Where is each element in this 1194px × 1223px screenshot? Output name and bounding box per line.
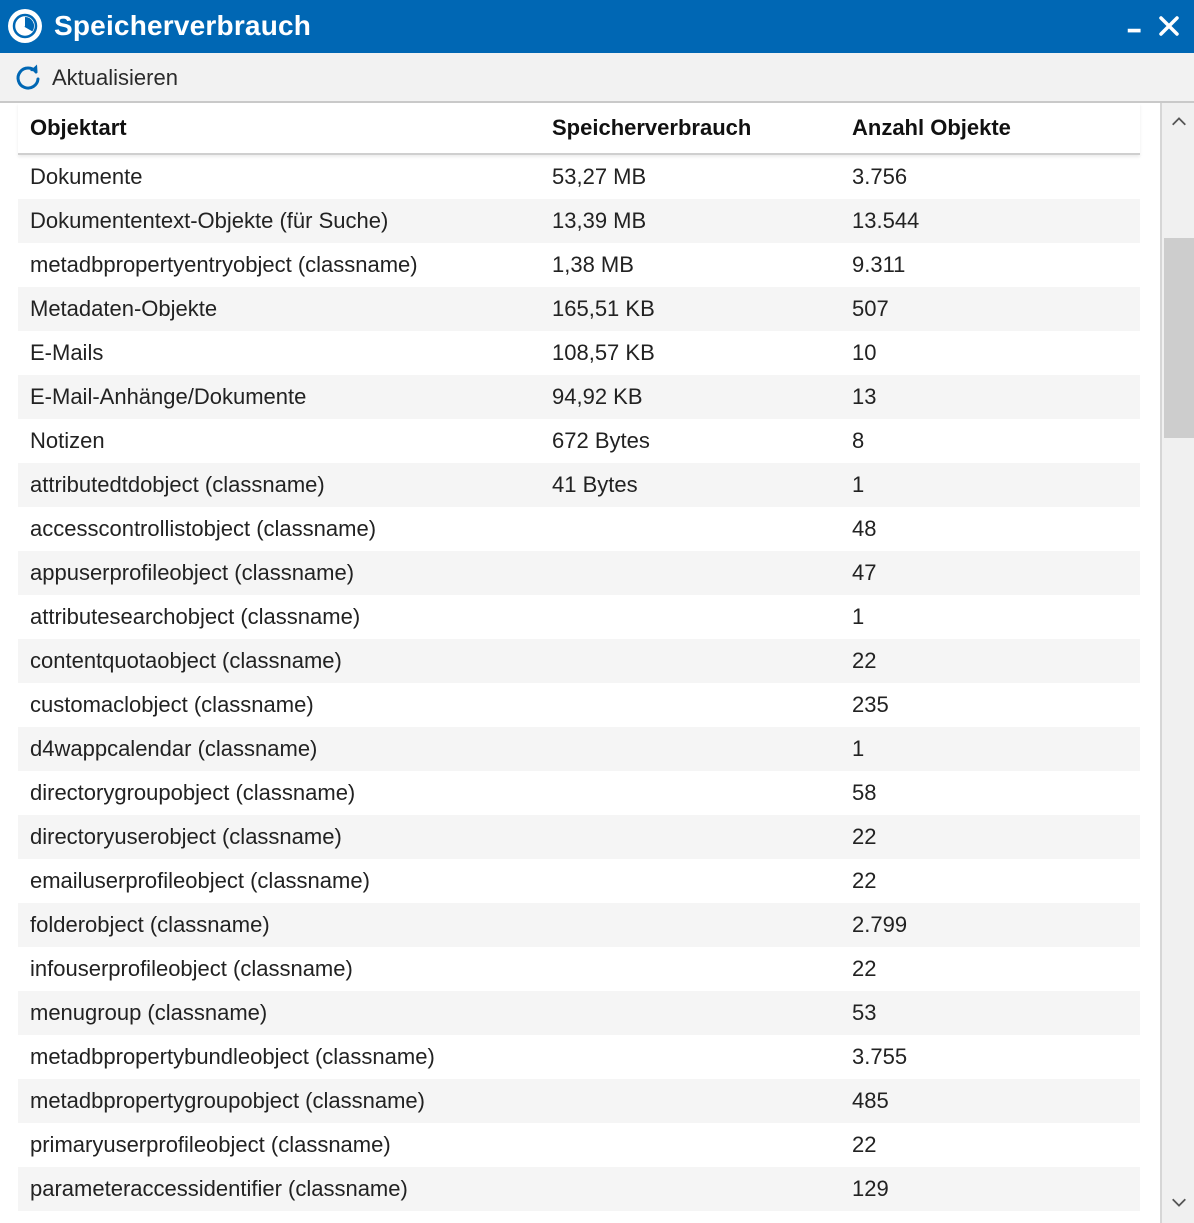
table-row[interactable] (18, 419, 1140, 463)
cell-object-count: 22 (852, 648, 877, 673)
table-row[interactable] (18, 463, 1140, 507)
table-row[interactable] (18, 815, 1140, 859)
column-header-object-type[interactable]: Objektart (30, 115, 127, 140)
cell-object-count: 48 (852, 516, 877, 541)
cell-memory-usage: 53,27 MB (552, 164, 647, 189)
cell-object-count: 1 (852, 472, 865, 497)
table-row[interactable] (18, 507, 1140, 551)
cell-object-type: emailuserprofileobject (classname) (30, 868, 370, 893)
title-bar (0, 0, 1194, 53)
cell-object-count: 2.799 (852, 912, 908, 937)
close-icon (1157, 14, 1181, 38)
cell-memory-usage: 672 Bytes (552, 428, 650, 453)
column-header-object-count[interactable]: Anzahl Objekte (852, 115, 1011, 140)
cell-object-type: accesscontrollistobject (classname) (30, 516, 377, 541)
toolbar (0, 53, 1194, 103)
cell-object-type: folderobject (classname) (30, 912, 270, 937)
table-row[interactable] (18, 683, 1140, 727)
cell-object-type: infouserprofileobject (classname) (30, 956, 353, 981)
cell-object-count: 22 (852, 824, 877, 849)
cell-object-count: 10 (852, 340, 877, 365)
cell-object-type: Notizen (30, 428, 105, 453)
cell-object-count: 13.544 (852, 208, 920, 233)
table-row[interactable] (18, 375, 1140, 419)
cell-object-type: attributedtdobject (classname) (30, 472, 325, 497)
cell-object-type: attributesearchobject (classname) (30, 604, 361, 629)
cell-object-type: E-Mails (30, 340, 104, 365)
cell-memory-usage: 13,39 MB (552, 208, 647, 233)
table-row[interactable] (18, 1167, 1140, 1211)
cell-object-type: metadbpropertyentryobject (classname) (30, 252, 418, 277)
cell-object-count: 53 (852, 1000, 877, 1025)
table-row[interactable] (18, 859, 1140, 903)
table-row[interactable] (18, 947, 1140, 991)
vertical-scrollbar[interactable] (1160, 103, 1194, 1223)
cell-object-count: 3.755 (852, 1044, 908, 1069)
cell-object-type: E-Mail-Anhänge/Dokumente (30, 384, 307, 409)
table-row[interactable] (18, 287, 1140, 331)
cell-object-count: 22 (852, 956, 877, 981)
scroll-up-button[interactable] (1168, 111, 1190, 133)
cell-object-type: Metadaten-Objekte (30, 296, 218, 321)
cell-object-type: directorygroupobject (classname) (30, 780, 356, 805)
table-row[interactable] (18, 199, 1140, 243)
cell-object-count: 129 (852, 1176, 889, 1201)
table-row[interactable] (18, 1079, 1140, 1123)
table-row[interactable] (18, 727, 1140, 771)
scrollbar-thumb[interactable] (1164, 238, 1194, 438)
cell-object-count: 58 (852, 780, 877, 805)
table-row[interactable] (18, 331, 1140, 375)
table-row[interactable] (18, 155, 1140, 199)
cell-object-count: 47 (852, 560, 877, 585)
close-button[interactable] (1154, 10, 1184, 42)
table-row[interactable] (18, 595, 1140, 639)
table-row[interactable] (18, 1035, 1140, 1079)
cell-object-type: Dokumente (30, 164, 143, 189)
cell-object-type: appuserprofileobject (classname) (30, 560, 355, 585)
table-row[interactable] (18, 1123, 1140, 1167)
window-title: Speicherverbrauch (54, 10, 312, 41)
memory-usage-table (18, 103, 1140, 1211)
table-header (18, 103, 1140, 155)
cell-object-type: contentquotaobject (classname) (30, 648, 342, 673)
cell-object-count: 1 (852, 736, 865, 761)
cell-object-type: directoryuserobject (classname) (30, 824, 342, 849)
cell-memory-usage: 108,57 KB (552, 340, 655, 365)
table-row[interactable] (18, 991, 1140, 1035)
cell-object-count: 22 (852, 868, 877, 893)
table-body (18, 155, 1140, 1211)
refresh-icon (14, 64, 42, 92)
refresh-button[interactable] (14, 62, 178, 94)
cell-object-type: d4wappcalendar (classname) (30, 736, 318, 761)
cell-object-count: 235 (852, 692, 889, 717)
table-row[interactable] (18, 771, 1140, 815)
chevron-up-icon (1170, 113, 1188, 131)
cell-object-type: metadbpropertybundleobject (classname) (30, 1044, 435, 1069)
cell-object-type: primaryuserprofileobject (classname) (30, 1132, 391, 1157)
table-row[interactable] (18, 639, 1140, 683)
cell-object-type: customaclobject (classname) (30, 692, 314, 717)
column-header-memory-usage[interactable]: Speicherverbrauch (552, 115, 752, 140)
minimize-icon (1125, 15, 1147, 37)
refresh-label: Aktualisieren (52, 65, 178, 90)
cell-object-type: metadbpropertygroupobject (classname) (30, 1088, 425, 1113)
cell-object-count: 507 (852, 296, 889, 321)
cell-object-count: 8 (852, 428, 865, 453)
cell-object-count: 1 (852, 604, 865, 629)
cell-memory-usage: 94,92 KB (552, 384, 643, 409)
cell-object-count: 13 (852, 384, 877, 409)
cell-object-count: 22 (852, 1132, 877, 1157)
cell-memory-usage: 41 Bytes (552, 472, 638, 497)
cell-object-type: menugroup (classname) (30, 1000, 268, 1025)
pie-chart-icon (8, 9, 42, 43)
cell-object-type: Dokumententext-Objekte (für Suche) (30, 208, 389, 233)
table-row[interactable] (18, 243, 1140, 287)
scroll-down-button[interactable] (1168, 1191, 1190, 1213)
cell-object-count: 485 (852, 1088, 889, 1113)
cell-memory-usage: 1,38 MB (552, 252, 634, 277)
minimize-button[interactable] (1121, 10, 1151, 42)
table-row[interactable] (18, 903, 1140, 947)
table-row[interactable] (18, 551, 1140, 595)
chevron-down-icon (1170, 1193, 1188, 1211)
cell-memory-usage: 165,51 KB (552, 296, 655, 321)
content-area (0, 103, 1194, 1223)
cell-object-type: parameteraccessidentifier (classname) (30, 1176, 408, 1201)
cell-object-count: 3.756 (852, 164, 908, 189)
cell-object-count: 9.311 (852, 252, 906, 277)
